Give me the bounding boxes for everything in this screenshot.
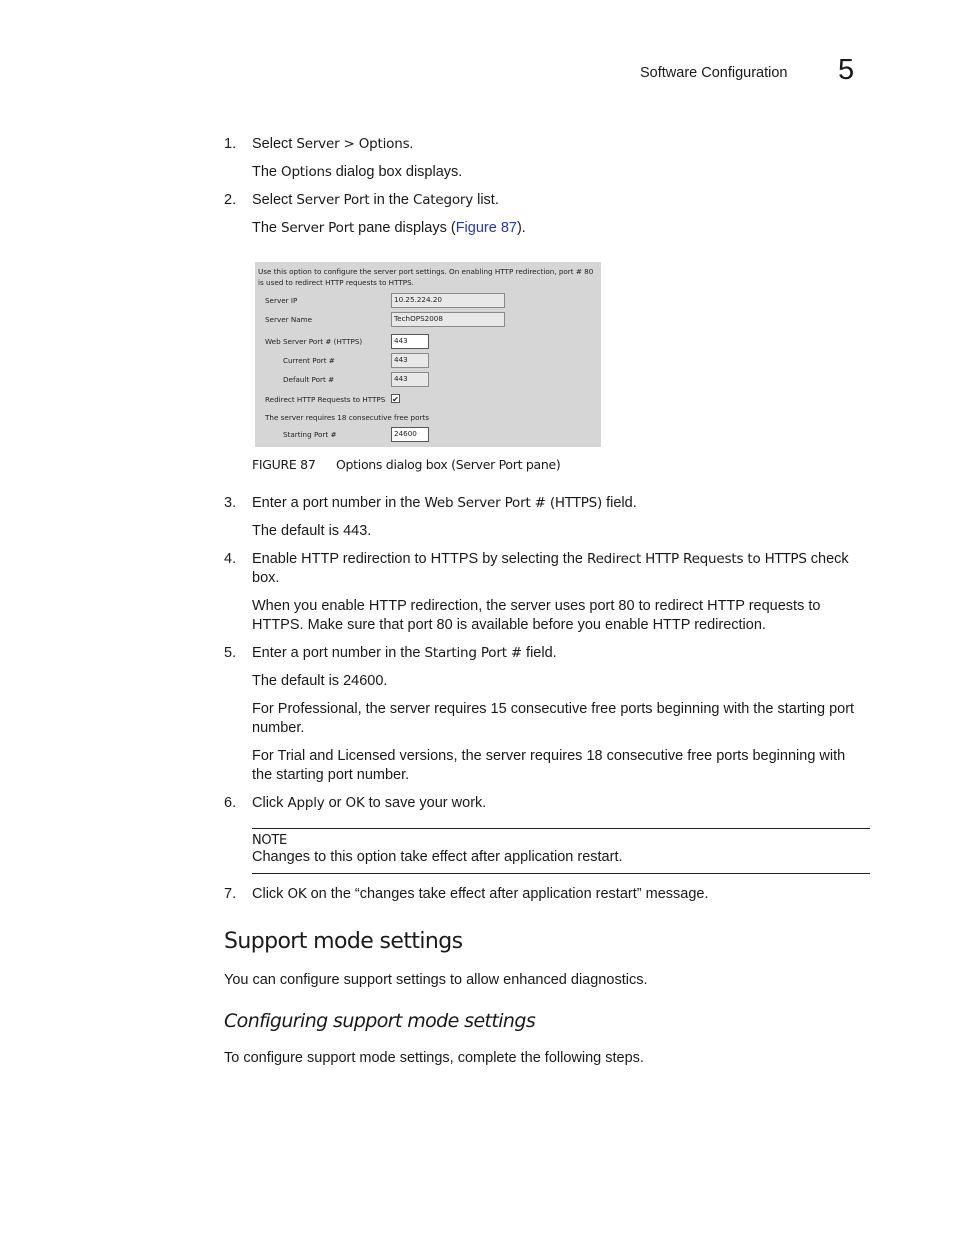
step-2-result: The Server Port pane displays (Figure 87). bbox=[252, 220, 526, 236]
current-port-field: 443 bbox=[391, 353, 429, 368]
step-number: 3. bbox=[224, 495, 237, 511]
step-number: 7. bbox=[224, 886, 237, 902]
step-number: 6. bbox=[224, 795, 237, 811]
step-1-text: Select Server > Options. bbox=[252, 136, 414, 152]
step-number: 1. bbox=[224, 136, 237, 152]
step-4-text: Enable HTTP redirection to HTTPS by selecting the Redirect HTTP Requests to HTTPS check bbox=[252, 551, 849, 567]
section-intro: You can configure support settings to allow enhanced diagnostics. bbox=[224, 972, 648, 988]
section-heading: Support mode settings bbox=[224, 929, 463, 954]
redirect-checkbox[interactable]: ✔ bbox=[392, 395, 399, 404]
step-5-text: Enter a port number in the Starting Port # field. bbox=[252, 645, 557, 661]
server-ip-label: Server IP bbox=[265, 296, 298, 305]
figure-description: Use this option to configure the server port settings. On enabling HTTP redirection, port # 80 is used to redirect HTTP requests to HTTPS. bbox=[258, 267, 594, 287]
note-text: Changes to this option take effect after application restart. bbox=[252, 849, 623, 865]
step-number: 2. bbox=[224, 192, 237, 208]
requires-ports-text: The server requires 18 consecutive free ports bbox=[265, 413, 429, 422]
server-name-field: TechOPS2008 bbox=[391, 312, 505, 327]
options-dialog-figure bbox=[255, 262, 601, 447]
step-4-para-line: When you enable HTTP redirection, the server uses port 80 to redirect HTTP requests to bbox=[252, 598, 821, 614]
figure-caption-number: FIGURE 87 bbox=[252, 457, 316, 472]
step-1-result: The Options dialog box displays. bbox=[252, 164, 463, 180]
step-6-text: Click Apply or OK to save your work. bbox=[252, 795, 487, 811]
starting-port-label: Starting Port # bbox=[283, 430, 337, 439]
running-header-title: Software Configuration bbox=[640, 65, 788, 81]
step-4-text-cont: box. bbox=[252, 570, 280, 586]
web-port-input[interactable]: 443 bbox=[391, 334, 429, 349]
step-number: 4. bbox=[224, 551, 237, 567]
note-bottom-rule bbox=[252, 873, 870, 874]
step-number: 5. bbox=[224, 645, 237, 661]
step-2-text: Select Server Port in the Category list. bbox=[252, 192, 499, 208]
figure-caption-text: Options dialog box (Server Port pane) bbox=[336, 457, 561, 472]
current-port-label: Current Port # bbox=[283, 356, 335, 365]
web-port-label: Web Server Port # (HTTPS) bbox=[265, 337, 363, 346]
step-5-para-line: the starting port number. bbox=[252, 767, 410, 783]
subsection-intro: To configure support mode settings, complete the following steps. bbox=[224, 1050, 644, 1066]
step-7-text: Click OK on the “changes take effect after application restart” message. bbox=[252, 886, 709, 902]
default-port-field: 443 bbox=[391, 372, 429, 387]
figure-87-link[interactable]: Figure 87 bbox=[455, 220, 517, 236]
step-4-para-line: HTTPS. Make sure that port 80 is available before you enable HTTP redirection. bbox=[252, 617, 766, 633]
server-ip-field: 10.25.224.20 bbox=[391, 293, 505, 308]
server-name-label: Server Name bbox=[265, 315, 313, 324]
starting-port-input[interactable]: 24600 bbox=[391, 427, 429, 442]
step-3-text: Enter a port number in the Web Server Port # (HTTPS) field. bbox=[252, 495, 637, 511]
subsection-heading: Configuring support mode settings bbox=[224, 1010, 536, 1032]
step-5-para-line: For Professional, the server requires 15 consecutive free ports beginning with the starting port bbox=[252, 701, 855, 717]
note-label: NOTE bbox=[252, 833, 287, 848]
step-3-result: The default is 443. bbox=[252, 523, 372, 539]
step-5-para-line: number. bbox=[252, 720, 305, 736]
note-top-rule bbox=[252, 828, 870, 829]
default-port-label: Default Port # bbox=[283, 375, 335, 384]
step-5-result: The default is 24600. bbox=[252, 673, 388, 689]
menu-path: Server > Options bbox=[296, 136, 410, 152]
chapter-number: 5 bbox=[838, 54, 855, 86]
step-5-para-line: For Trial and Licensed versions, the server requires 18 consecutive free ports beginning with bbox=[252, 748, 846, 764]
redirect-label: Redirect HTTP Requests to HTTPS bbox=[265, 395, 386, 404]
